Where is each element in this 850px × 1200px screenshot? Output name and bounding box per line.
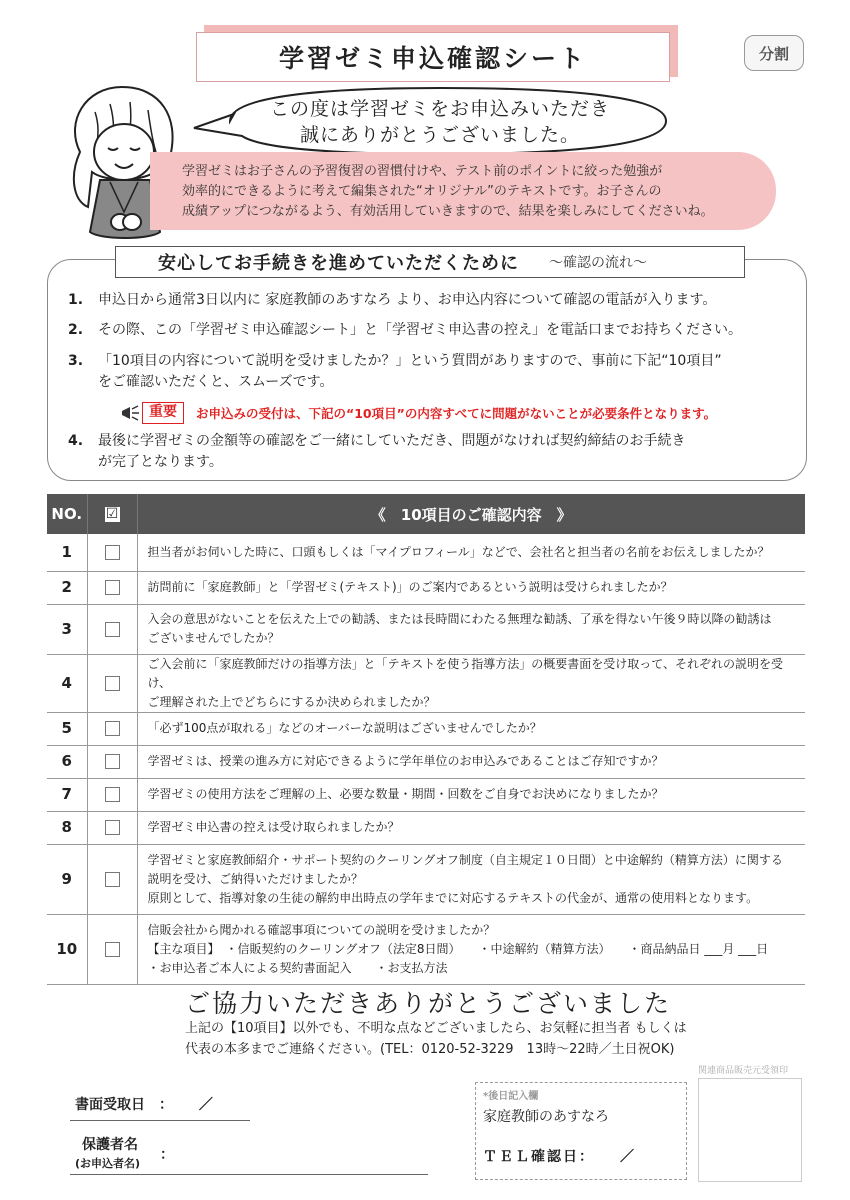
step-number: 3.	[68, 353, 84, 369]
post-entry-label: *後日記入欄	[483, 1091, 539, 1102]
question-line: 原則として、指導対象の生徒の解約申出時点の学年までに対応するテキストの代金が、通常の使用料となります。	[147, 890, 759, 905]
step-text: 「10項目の内容について説明を受けましたか？」という質問がありますので、事前に下記“10項目”	[98, 353, 722, 369]
table-row	[47, 571, 805, 604]
step-number: 2.	[68, 322, 84, 338]
row-checkbox-cell[interactable]	[87, 654, 137, 712]
greeting-line-2: 誠にありがとうございました。	[299, 124, 580, 146]
step-text: その際、この「学習ゼミ申込確認シート」と「学習ゼミ申込書の控え」を電話口までお持ちください。	[98, 322, 742, 338]
checkbox[interactable]	[105, 622, 120, 637]
guardian-name-label: 保護者名	[82, 1137, 138, 1153]
row-question	[137, 654, 805, 712]
checkbox[interactable]	[105, 942, 120, 957]
row-number: 4	[47, 654, 87, 712]
table-row	[47, 811, 805, 844]
checkbox[interactable]	[105, 787, 120, 802]
row-checkbox-cell[interactable]	[87, 844, 137, 914]
row-question	[137, 914, 805, 984]
important-label: 重要	[142, 402, 184, 424]
tel-confirm-date: ＴＥＬ確認日： ／	[483, 1149, 636, 1165]
question-line: ご理解された上でどちらにするか決められましたか？	[147, 694, 436, 709]
row-number: 8	[47, 811, 87, 844]
question-line: ・お申込者ご本人による契約書面記入 ・お支払方法	[147, 960, 448, 975]
row-question	[137, 604, 805, 654]
important-text: お申込みの受付は、下記の“10項目”の内容すべてに問題がないことが必要条件となります。	[196, 406, 717, 421]
flow-step-1	[68, 290, 798, 311]
question-line: 入会の意思がないことを伝えた上での勧誘、または長時間にわたる無理な勧誘、了承を得ない午後９時以降の勧誘は	[147, 612, 772, 626]
col-no-header: NO.	[47, 494, 87, 534]
question-line: 担当者がお伺いした時に、口頭もしくは「マイプロフィール」などで、会社名と担当者の名前をお伝えしましたか？	[147, 544, 770, 559]
row-number: 9	[47, 844, 87, 914]
checkbox[interactable]	[105, 545, 120, 560]
flow-step-3	[68, 351, 798, 393]
row-checkbox-cell[interactable]	[87, 914, 137, 984]
row-checkbox-cell[interactable]	[87, 778, 137, 811]
intro-line-3: 成績アップにつながるよう、有効活用していきますので、結果を楽しみにしてくださいね。	[182, 204, 714, 219]
row-question	[137, 811, 805, 844]
table-row	[47, 654, 805, 712]
table-header-row	[47, 494, 805, 534]
guardian-name-sub-label: (お申込者名)	[75, 1157, 141, 1170]
receipt-date-label: 書面受取日 ： ／	[75, 1097, 213, 1113]
table-row	[47, 914, 805, 984]
step-text-cont: が完了となります。	[98, 454, 223, 470]
checkbox[interactable]	[105, 676, 120, 691]
guardian-name-colon: ：	[160, 1147, 174, 1163]
checkbox[interactable]	[105, 754, 120, 769]
row-question	[137, 571, 805, 604]
table-row	[47, 604, 805, 654]
question-line: 学習ゼミ申込書の控えは受け取られましたか？	[147, 820, 400, 834]
row-number: 2	[47, 571, 87, 604]
greeting-text	[225, 96, 655, 148]
checkbox[interactable]	[105, 580, 120, 595]
flow-title: 安心してお手続きを進めていただくために	[158, 253, 519, 274]
intro-panel	[150, 152, 776, 230]
row-number: 1	[47, 534, 87, 571]
seal-box	[698, 1078, 802, 1182]
row-number: 10	[47, 914, 87, 984]
question-line: 学習ゼミと家庭教師紹介・サポート契約のクーリングオフ制度（自主規定１０日間）と中途解約（精算方法）に関する	[147, 852, 783, 867]
question-line: 【主な項目】 ・信販契約のクーリングオフ（法定8日間） ・中途解約（精算方法） ・商品納品日 ___月 ___日	[147, 941, 769, 956]
intro-line-1: 学習ゼミはお子さんの予習復習の習慣付けや、テスト前のポイントに絞った勉強が	[182, 164, 663, 179]
row-question	[137, 745, 805, 778]
step-text: 最後に学習ゼミの金額等の確認をご一緒にしていただき、問題がなければ契約締結のお手続き	[98, 433, 686, 449]
question-line: 訪問前に「家庭教師」と「学習ゼミ(テキスト)」のご案内であるという説明は受けられましたか？	[147, 580, 673, 594]
row-checkbox-cell[interactable]	[87, 745, 137, 778]
thanks-heading: ご協力いただきありがとうございました	[185, 989, 672, 1018]
row-checkbox-cell[interactable]	[87, 534, 137, 571]
step-number: 4.	[68, 433, 84, 449]
question-line: ご入会前に「家庭教師だけの指導方法」と「テキストを使う指導方法」の概要書面を受け取って、それぞれの説明を受け、	[147, 656, 784, 690]
flow-step-2	[68, 320, 798, 341]
step-number: 1.	[68, 292, 84, 308]
flow-step-4	[68, 431, 798, 473]
intro-line-2: 効率的にできるように考えて編集された“オリジナル”のテキストです。お子さんの	[182, 184, 662, 199]
megaphone-icon	[120, 403, 140, 423]
table-row	[47, 844, 805, 914]
row-checkbox-cell[interactable]	[87, 811, 137, 844]
checklist-table	[47, 494, 805, 985]
checkbox[interactable]	[105, 820, 120, 835]
guardian-name-line[interactable]	[70, 1174, 428, 1175]
step-text-cont: をご確認いただくと、スムーズです。	[98, 374, 334, 390]
row-number: 3	[47, 604, 87, 654]
receipt-date-line	[70, 1120, 250, 1121]
row-question	[137, 712, 805, 745]
post-company-name: 家庭教師のあすなろ	[483, 1109, 609, 1125]
related-seal-note: 関連商品販売元受領印	[698, 1066, 789, 1076]
installment-badge: 分割	[744, 35, 804, 71]
row-question	[137, 844, 805, 914]
row-number: 6	[47, 745, 87, 778]
checkbox[interactable]	[105, 872, 120, 887]
row-checkbox-cell[interactable]	[87, 712, 137, 745]
flow-title-bar	[115, 246, 745, 278]
step-text: 申込日から通常3日以内に 家庭教師のあすなろ より、お申込内容について確認の電話が入ります。	[98, 292, 717, 308]
contact-line-1: 上記の【10項目】以外でも、不明な点などございましたら、お気軽に担当者 もしくは	[185, 1021, 687, 1036]
checkbox[interactable]	[105, 721, 120, 736]
contact-text	[185, 1018, 687, 1060]
question-line: 学習ゼミは、授業の進み方に対応できるように学年単位のお申込みであることはご存知ですか？	[147, 754, 664, 768]
question-line: 説明を受け、ご納得いただけましたか？	[147, 871, 364, 886]
col-check-header	[87, 494, 137, 534]
row-question	[137, 778, 805, 811]
table-row	[47, 778, 805, 811]
question-line: 信販会社から聞かれる確認事項についての説明を受けましたか？	[147, 922, 496, 937]
table-row	[47, 534, 805, 571]
question-line: 「必ず100点が取れる」などのオーバーな説明はございませんでしたか？	[147, 721, 542, 735]
important-notice	[120, 402, 716, 424]
row-checkbox-cell[interactable]	[87, 604, 137, 654]
question-line: 学習ゼミの使用方法をご理解の上、必要な数量・期間・回数をご自身でお決めになりましたか？	[147, 787, 664, 801]
greeting-line-1: この度は学習ゼミをお申込みいただき	[269, 98, 610, 120]
contact-line-2: 代表の本多までご連絡ください。(TEL：0120-52-3229 13時～22時／土日祝OK)	[185, 1042, 675, 1057]
row-checkbox-cell[interactable]	[87, 571, 137, 604]
col-title-header: 《 10項目のご確認内容 》	[137, 494, 805, 534]
row-number: 5	[47, 712, 87, 745]
flow-subtitle: ～確認の流れ～	[549, 255, 647, 271]
table-row	[47, 712, 805, 745]
table-row	[47, 745, 805, 778]
page-title: 学習ゼミ申込確認シート	[196, 32, 670, 82]
row-question	[137, 534, 805, 571]
row-number: 7	[47, 778, 87, 811]
checkmark-icon: ☑	[105, 506, 119, 522]
question-line: ございませんでしたか？	[147, 631, 280, 645]
